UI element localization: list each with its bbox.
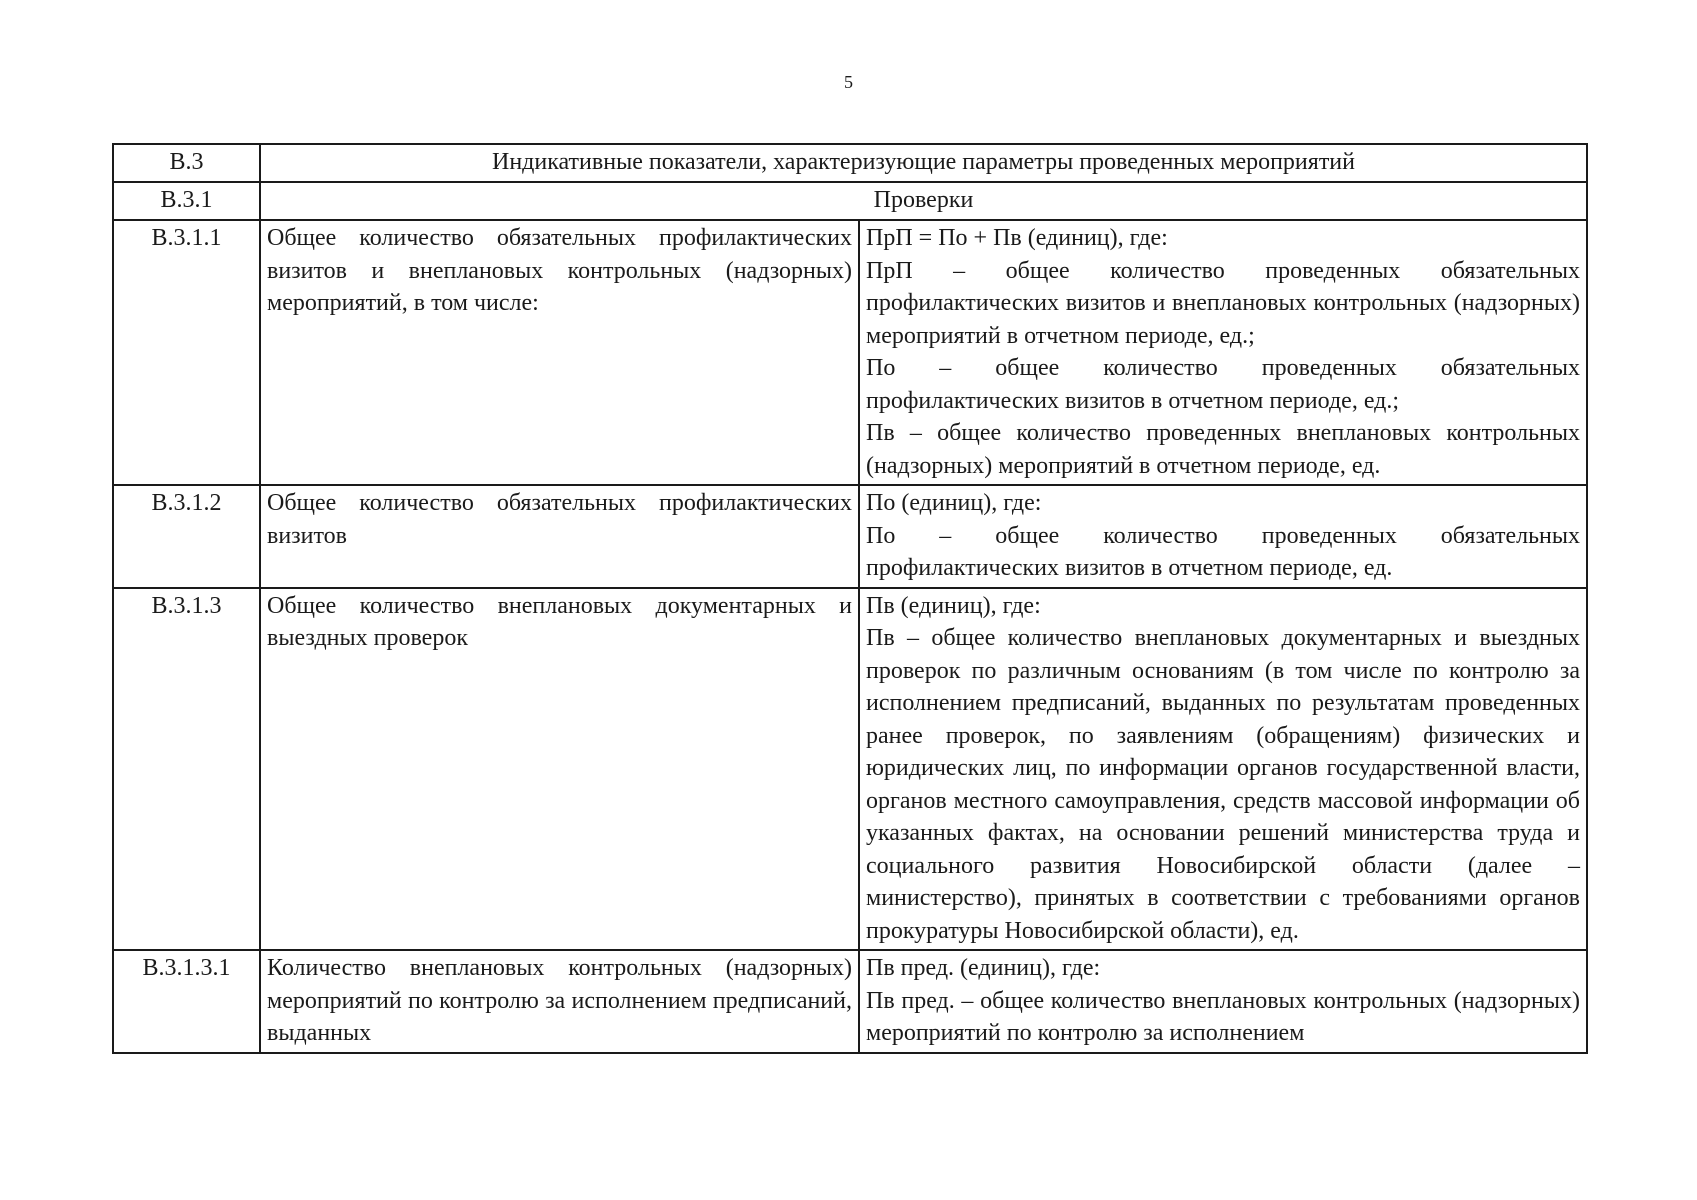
formula-line: ПрП = По + Пв (единиц), где: [866, 225, 1168, 251]
indicator-code: В.3.1.3.1 [113, 950, 260, 1053]
indicator-name: Общее количество обязательных профилактических визитов и внеплановых контрольных (надзорных) мероприятий, в том числе: [260, 220, 859, 485]
formula-line: Пв пред. (единиц), где: [866, 955, 1101, 981]
indicator-formula [859, 220, 1587, 485]
indicator-formula [859, 588, 1587, 951]
formula-line: По – общее количество проведенных обязательных профилактических визитов в отчетном периоде, ед.; [866, 355, 1580, 414]
formula-line: Пв пред. – общее количество внеплановых контрольных (надзорных) мероприятий по контролю за исполнением [866, 987, 1580, 1046]
subsection-header-row [113, 182, 1587, 220]
indicator-name: Общее количество обязательных профилактических визитов [260, 485, 859, 588]
table-row [113, 950, 1587, 1053]
subsection-code: В.3.1 [113, 182, 260, 220]
indicators-table [112, 143, 1588, 1054]
formula-line: Пв – общее количество проведенных внеплановых контрольных (надзорных) мероприятий в отчетном периоде, ед. [866, 420, 1580, 479]
formula-line: ПрП – общее количество проведенных обязательных профилактических визитов и внеплановых контрольных (надзорных) мероприятий в отчетном периоде, ед.; [866, 257, 1580, 349]
section-header-row [113, 144, 1587, 182]
indicator-code: В.3.1.3 [113, 588, 260, 951]
section-code: В.3 [113, 144, 260, 182]
table-row [113, 220, 1587, 485]
indicator-formula [859, 950, 1587, 1053]
formula-line: По – общее количество проведенных обязательных профилактических визитов в отчетном периоде, ед. [866, 522, 1580, 581]
table-row [113, 485, 1587, 588]
indicator-name: Количество внеплановых контрольных (надзорных) мероприятий по контролю за исполнением предписаний, выданных [260, 950, 859, 1053]
section-title: Индикативные показатели, характеризующие параметры проведенных мероприятий [260, 144, 1587, 182]
indicator-formula [859, 485, 1587, 588]
table-row [113, 588, 1587, 951]
formula-line: Пв – общее количество внеплановых документарных и выездных проверок по различным основаниям (в том числе по контролю за исполнением предписаний, выданных по результатам проведенных ранее проверок, по заявлениям (обращениям) физических и юридических лиц, по информации органов государственной власти, органов местного самоуправления, средств массовой информации об указанных фактах, на основании решений министерства труда и социального развития Новосибирской области (далее – министерство), принятых в соответствии с требованиями органов прокуратуры Новосибирской области), ед. [866, 625, 1580, 944]
formula-line: По (единиц), где: [866, 490, 1042, 516]
indicator-code: В.3.1.2 [113, 485, 260, 588]
page-number: 5 [844, 72, 853, 92]
indicator-code: В.3.1.1 [113, 220, 260, 485]
subsection-title: Проверки [260, 182, 1587, 220]
formula-line: Пв (единиц), где: [866, 592, 1041, 619]
indicator-name: Общее количество внеплановых документарных и выездных проверок [260, 588, 859, 951]
